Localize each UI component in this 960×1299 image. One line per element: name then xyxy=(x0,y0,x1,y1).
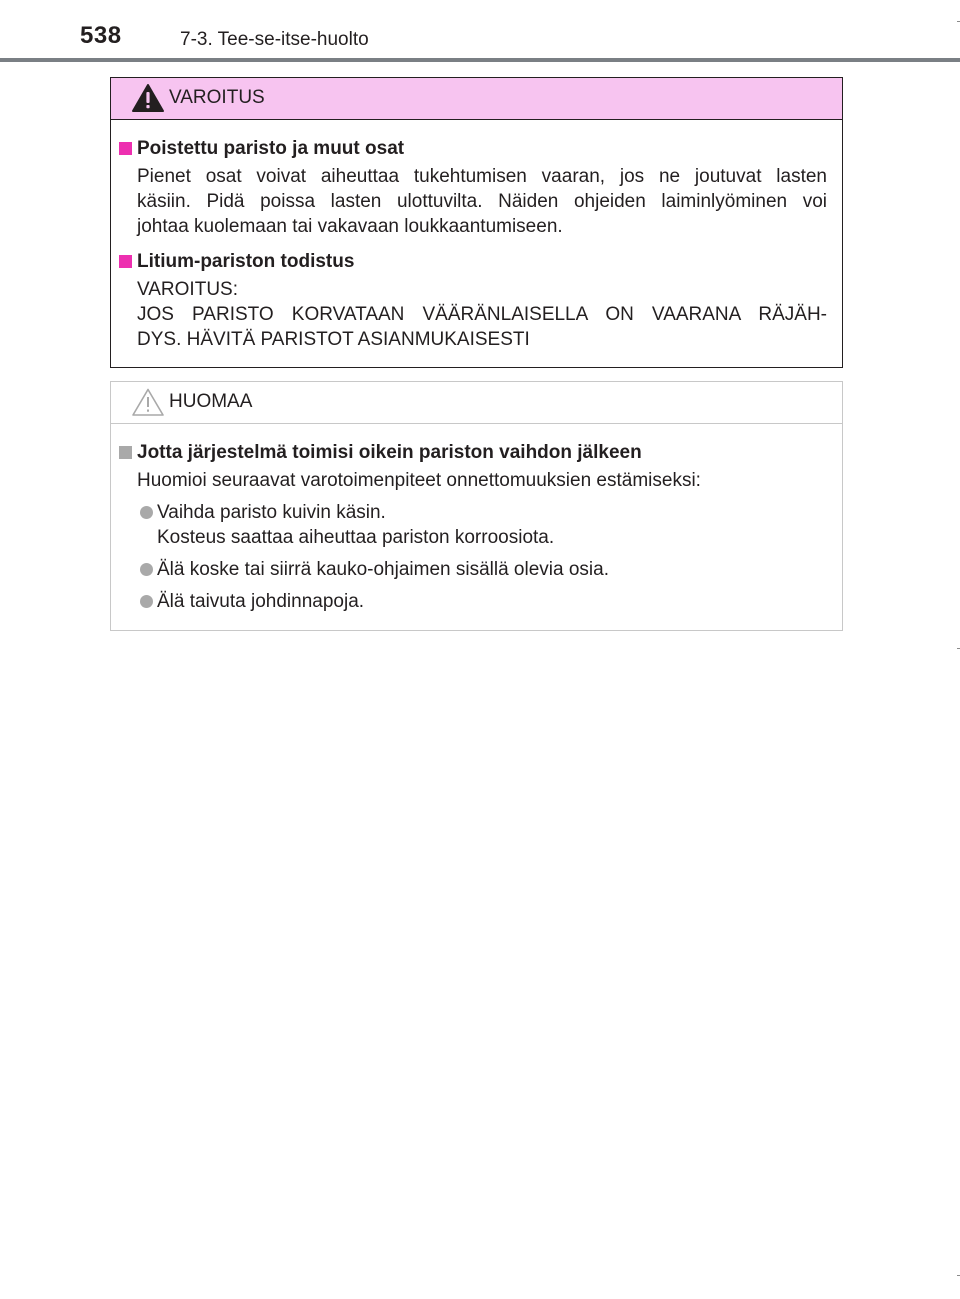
list-item: Vaihda paristo kuivin käsin. Kosteus saattaa aiheuttaa pariston korroosiota. xyxy=(119,500,827,550)
round-bullet-icon xyxy=(140,563,153,576)
page-number: 538 xyxy=(80,22,122,49)
notice-box-body xyxy=(111,424,842,614)
notice-item-title: Jotta järjestelmä toimisi oikein pariston vaihdon jälkeen xyxy=(119,440,827,465)
notice-item xyxy=(119,440,827,614)
notice-box-header xyxy=(111,382,842,424)
warning-label: VAROITUS xyxy=(169,87,265,108)
notice-item-intro: Huomioi seuraavat varotoimenpiteet onnettomuuksien estämiseksi: xyxy=(137,470,701,491)
square-bullet-icon xyxy=(119,446,132,459)
notice-box xyxy=(110,381,843,631)
warning-item xyxy=(119,249,827,352)
list-item: Älä taivuta johdinnapoja. xyxy=(119,589,827,614)
page-header xyxy=(0,0,960,62)
warning-box xyxy=(110,77,843,368)
warning-item-title: Litium-pariston todistus xyxy=(119,249,827,274)
notice-triangle-icon xyxy=(131,387,165,417)
round-bullet-icon xyxy=(140,595,153,608)
list-item: Älä koske tai siirrä kauko-ohjaimen sisällä olevia osia. xyxy=(119,557,827,582)
notice-label: HUOMAA xyxy=(169,391,253,412)
square-bullet-icon xyxy=(119,255,132,268)
round-bullet-icon xyxy=(140,506,153,519)
section-title: 7-3. Tee-se-itse-huolto xyxy=(180,29,369,50)
warning-triangle-icon xyxy=(131,83,165,113)
warning-box-body xyxy=(111,120,842,352)
warning-item-text: VAROITUS: JOS PARISTO KORVATAAN VÄÄRÄNLAISELLA ON VAARANA RÄJÄH- DYS. HÄVITÄ PARISTOT ASIANMUKAISESTI xyxy=(137,279,827,350)
header-rule xyxy=(0,58,960,62)
warning-box-header xyxy=(111,78,842,120)
warning-item xyxy=(119,136,827,239)
square-bullet-icon xyxy=(119,142,132,155)
warning-item-title: Poistettu paristo ja muut osat xyxy=(119,136,827,161)
warning-item-text: Pienet osat voivat aiheuttaa tukehtumisen vaaran, jos ne joutuvat lasten käsiin. Pidä poissa lasten ulottuvilta. Näiden ohjeiden laiminlyöminen voi johtaa kuolemaan tai vakavaan loukkaantumiseen. xyxy=(137,166,827,237)
